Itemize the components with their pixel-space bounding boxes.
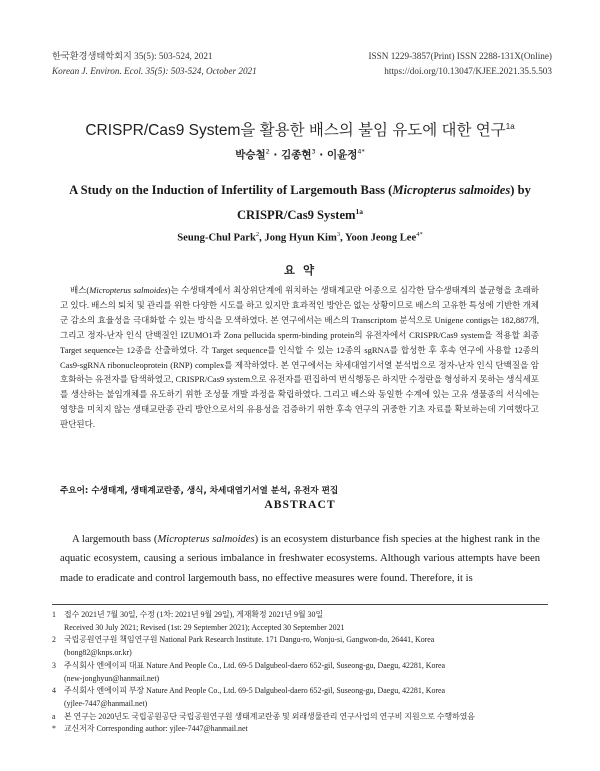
abstract-korean-p2: )는 수생태계에서 최상위단계에 위치하는 생태계교란 어종으로 심각한 담수생태계의 불균형을 초래하고 있다. 배스의 퇴치 및 관리를 위한 다양한 시도를 하고 있지만 효과적인 방안은 없는 상황이므로 배스의 고유한 특성에 기반한 개체군 감소의 효율성을 극대화할 수 있는 방식을 모색하였다. 본 연구에서는 배스의 Transcriptom 분석으로 Unigene contigs는 182,887개, 그리고 정자-난자 인식 단백질인 IZUMO1과 Zona pellucida sperm-binding protein의 유전자에서 CRISPR/Cas9 system을 적용할 최종 Target sequence는 12종을 산출하였다. 각 Target sequence를 인식할 수 있는 12종의 sgRNA를 합성한 후 후속 연구에 사용할 12종의 Cas9-sgRNA ribonucleoprotein (RNP) complex를 제작하였다. 본 연구에서는 차세대염기서열 분석법으로 정자-난자 인식 단백질을 암호화하는 유전자를 탐색하였고, CRISPR/Cas9 system으로 유전자를 편집하여 번식행동은 하지만 수정란을 형성하지 못하는 생식세포를 생산하는 불임개체를 유도하기 위한 조성물 개발 과정을 확립하였다. 그리고 배스와 동일한 수계에 있는 고유 생물종의 서식에는 영향을 미치지 않는 생태교란종 관리 방안으로서의 유용성을 검증하기 위한 후속 연구의 귀중한 기초 자료를 확보하는데 기여했다고 판단된다.	[60, 285, 539, 430]
footnote-email[interactable]: (new-jonghyun@hanmail.net)	[64, 673, 160, 683]
authors-korean	[0, 147, 600, 162]
footnote-text: 주식회사 엔에이피 대표 Nature And People Co., Ltd. 69-5 Dalgubeol-daero 652-gil, Suseong-gu, Daegu, 42281, Korea	[64, 660, 446, 670]
author-ko-1: 박승철	[235, 149, 266, 161]
footnote-mark: 4	[52, 686, 56, 696]
title-english-part2: ) by CRISPR/Cas9 System	[236, 183, 531, 223]
journal-citation	[52, 49, 257, 79]
author-en-3: Yoon Jeong Lee	[345, 232, 417, 244]
abstract-korean-heading: 요 약	[283, 263, 317, 277]
footnote-1	[52, 609, 552, 634]
title-korean-mark: 1a	[505, 121, 515, 131]
author-en-3-mark: 4*	[416, 231, 423, 238]
footnote-email[interactable]: (yjlee-7447@hanmail.net)	[64, 698, 148, 708]
abstract-english	[60, 530, 540, 588]
author-ko-3-mark: 4*	[357, 147, 365, 156]
title-english-species: Micropterus salmoides	[392, 183, 511, 197]
title-english-part1: A Study on the Induction of Infertility of Largemouth Bass (	[69, 183, 393, 197]
author-en-1-mark: 2	[255, 231, 260, 238]
keywords	[60, 484, 540, 496]
abstract-english-species: Micropterus salmoides	[157, 534, 255, 545]
title-english	[40, 180, 560, 226]
footnote-text-2: Received 30 July 2021; Revised (1st: 29 September 2021); Accepted 30 September 2021	[64, 622, 345, 632]
footnote-mark: 1	[52, 610, 56, 619]
footnote-text: 주식회사 엔에이피 부장 Nature And People Co., Ltd. 69-5 Dalgubeol-daero 652-gil, Suseong-gu, Daegu, 42281, Korea	[64, 686, 446, 696]
abstract-korean-species: Micropterus salmoides	[89, 285, 168, 295]
keywords-text: 수생태계, 생태계교란종, 생식, 차세대염기서열 분석, 유전자 편집	[88, 486, 339, 496]
author-separator: ·	[315, 149, 327, 161]
author-ko-1-mark: 2	[265, 147, 270, 156]
footnote-3	[52, 660, 552, 685]
footnote-mark: 2	[52, 635, 56, 645]
footnote-mark: a	[52, 711, 56, 721]
abstract-english-heading: ABSTRACT	[264, 498, 336, 511]
abstract-korean	[60, 283, 539, 432]
footnote-mark: 3	[52, 660, 56, 670]
title-korean-text: CRISPR/Cas9 System을 활용한 배스의 불임 유도에 대한 연구	[85, 122, 506, 139]
footnote-text: 본 연구는 2020년도 국립공원공단 국립공원연구원 생태계교란종 및 외래생물관리 연구사업의 연구비 지원으로 수행하였음	[64, 711, 475, 721]
keywords-label: 주요어:	[60, 486, 89, 496]
footnote-text: 접수 2021년 7월 30일, 수정 (1차: 2021년 9월 29일), 게재확정 2021년 9월 30일	[64, 610, 324, 619]
author-en-2-mark: 3	[336, 231, 341, 238]
journal-citation-en: Korean J. Environ. Ecol. 35(5): 503-524, October 2021	[52, 66, 257, 76]
footnote-text: 국립공원연구원 책임연구원 National Park Research Institute. 171 Dangu-ro, Wonju-si, Gangwon-do, 26441, Korea	[64, 635, 435, 645]
abstract-korean-p1: 배스(	[70, 285, 90, 295]
title-korean	[0, 118, 600, 140]
doi-link[interactable]: https://doi.org/10.13047/KJEE.2021.35.5.503	[384, 66, 552, 76]
footnote-4	[52, 685, 552, 710]
footnote-2	[52, 634, 552, 659]
issn: ISSN 1229-3857(Print) ISSN 2288-131X(Online)	[368, 51, 552, 61]
authors-english: Seung-Chul Park$^2$, Jong Hyun Kim$^3$, Yoon Jeong Lee$^{4*}$	[177, 231, 423, 244]
author-separator: ·	[269, 149, 282, 161]
footnotes	[52, 609, 552, 736]
abstract-english-p2: ) is an ecosystem disturbance fish species at the highest rank in the aquatic ecosystem, causing a serious imbalance in freshwater ecosystems. Although various attempts have been made to eradicate and control largemouth bass, no effective measures were found. Therefore, it is	[60, 534, 540, 584]
journal-identifiers	[369, 49, 553, 79]
footnote-a	[52, 711, 552, 724]
author-ko-3: 이윤정	[326, 149, 358, 161]
footnote-text: 교신저자 Corresponding author: yjlee-7447@hanmail.net	[64, 724, 248, 734]
footnote-mark: *	[52, 724, 56, 734]
author-en-2: Jong Hyun Kim	[264, 232, 337, 244]
author-en-1: Seung-Chul Park	[177, 232, 256, 244]
journal-citation-ko: 한국환경생태학회지 35(5): 503-524, 2021	[52, 51, 213, 61]
footnote-corresponding	[52, 723, 552, 736]
abstract-english-p1: A largemouth bass (	[72, 534, 158, 545]
footnote-divider	[52, 604, 548, 605]
author-ko-2: 김종현	[281, 149, 312, 161]
author-ko-2-mark: 3	[311, 147, 316, 156]
footnote-email[interactable]: (bong82@knps.or.kr)	[64, 648, 132, 658]
title-english-mark: 1a	[355, 207, 364, 216]
